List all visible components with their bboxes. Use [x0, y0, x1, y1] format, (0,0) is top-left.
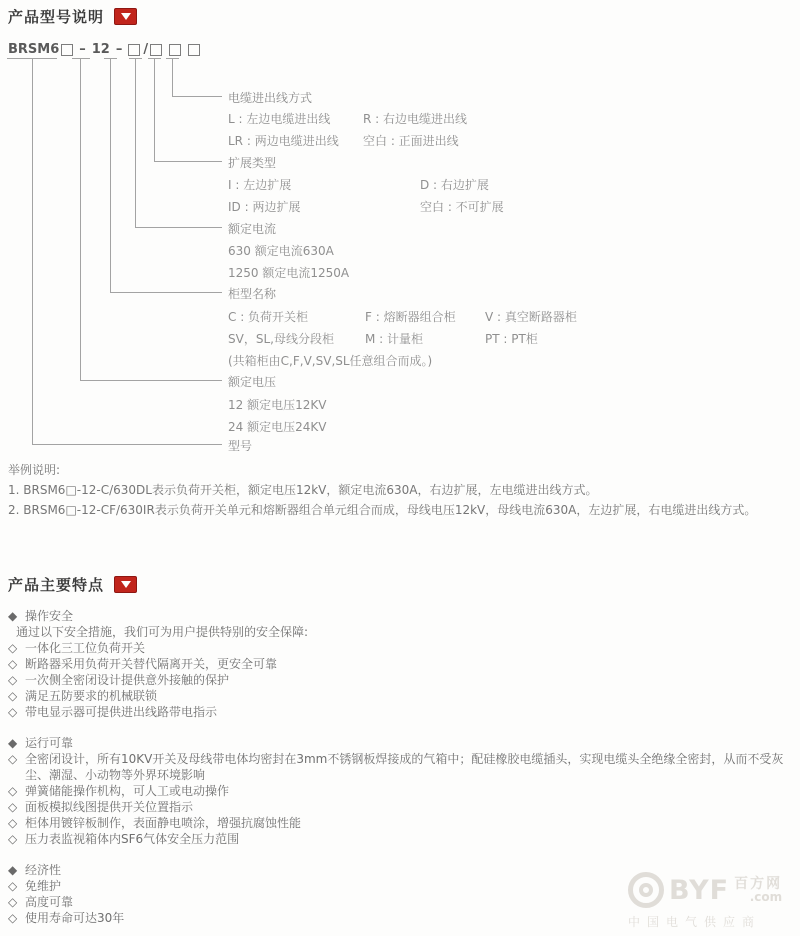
feature-item — [8, 751, 794, 783]
leader-vline-cable — [172, 58, 173, 96]
feature-group-intro: 通过以下安全措施，我们可为用户提供特别的安全保障: — [16, 625, 309, 639]
diagram-cell: (共箱柜由C,F,V,SV,SL任意组合而成。) — [228, 354, 433, 368]
model-slot-4 — [169, 44, 181, 56]
diagram-row — [228, 242, 334, 259]
feature-group-title: 运行可靠 — [25, 736, 74, 750]
section-header-features — [8, 574, 137, 595]
diagram-cell: D : 右边扩展 — [420, 178, 489, 192]
diagram-cell: LR : 两边电缆进出线 — [228, 134, 339, 148]
diamond-outline-icon: ◇ — [8, 911, 18, 925]
diamond-outline-icon: ◇ — [8, 657, 18, 671]
model-prefix: BRSM6 — [8, 42, 60, 57]
watermark — [628, 872, 782, 930]
byf-logo-icon — [628, 872, 664, 908]
diagram-cell: 空白 : 正面进出线 — [363, 134, 459, 148]
diagram-cell: 空白 : 不可扩展 — [420, 200, 504, 214]
feature-group-title-line — [8, 608, 794, 624]
diagram-label-model: 型号 — [228, 439, 253, 453]
feature-item — [8, 656, 794, 672]
feature-item-text: 压力表监视箱体内SF6气体安全压力范围 — [25, 832, 240, 846]
model-code — [8, 42, 200, 57]
feature-item-text: 面板模拟线图提供开关位置指示 — [25, 800, 194, 814]
section-title-model: 产品型号说明 — [8, 8, 105, 26]
diagram-cell: F : 熔断器组合柜 — [365, 310, 456, 324]
diagram-cell: V : 真空断路器柜 — [485, 310, 577, 324]
feature-item — [8, 783, 794, 799]
leader-vline-expansion — [154, 58, 155, 161]
diagram-cell: SV，SL,母线分段柜 — [228, 332, 334, 346]
diagram-label-current: 额定电流 — [228, 222, 277, 236]
leader-hline-expansion — [154, 161, 222, 162]
red-triangle-badge-icon — [114, 8, 137, 25]
diamond-outline-icon: ◇ — [8, 705, 18, 719]
diagram-cell: 12 额定电压12KV — [228, 398, 327, 412]
diagram-cell: C : 负荷开关柜 — [228, 310, 309, 324]
feature-group-safety — [8, 608, 794, 720]
diagram-row — [228, 308, 577, 325]
feature-item — [8, 831, 794, 847]
diagram-row — [228, 330, 538, 347]
feature-item-text: 柜体用镀锌板制作，表面静电喷涂，增强抗腐蚀性能 — [25, 816, 302, 830]
byf-logo-inner-icon — [639, 883, 653, 897]
down-triangle-icon — [121, 13, 131, 20]
watermark-logo-row — [628, 872, 782, 908]
diagram-row — [228, 110, 467, 127]
examples-block — [8, 460, 790, 520]
feature-item-text: 全密闭设计，所有10KV开关及母线带电体均密封在3mm不锈钢板焊接成的气箱中；配硅橡胶电缆插头，实现电缆头全绝缘全密封，从而不受灰尘、潮湿、小动物等外界环境影响 — [25, 752, 784, 782]
feature-item-text: 一次侧全密闭设计提供意外接触的保护 — [25, 673, 230, 687]
diagram-cell: R : 右边电缆进出线 — [363, 112, 468, 126]
leader-hline-model — [32, 444, 222, 445]
feature-group-title: 经济性 — [25, 863, 62, 877]
model-voltage-code: 12 — [91, 42, 110, 57]
diagram-label-cabinet: 柜型名称 — [228, 287, 277, 301]
leader-vline-model — [32, 58, 33, 444]
model-slot-3 — [150, 44, 162, 56]
feature-item-text: 高度可靠 — [25, 895, 74, 909]
diamond-filled-icon: ◆ — [8, 609, 18, 623]
diagram-row — [228, 418, 326, 435]
diamond-outline-icon: ◇ — [8, 800, 18, 814]
diagram-row — [228, 264, 349, 281]
feature-item — [8, 688, 794, 704]
feature-item-text: 满足五防要求的机械联锁 — [25, 689, 158, 703]
feature-item-text: 使用寿命可达30年 — [25, 911, 125, 925]
feature-item-text: 免维护 — [25, 879, 62, 893]
diamond-outline-icon: ◇ — [8, 879, 18, 893]
watermark-logo-text: BYF — [669, 874, 730, 906]
diagram-row — [228, 176, 489, 193]
feature-group-title: 操作安全 — [25, 609, 74, 623]
feature-item-text: 断路器采用负荷开关替代隔离开关，更安全可靠 — [25, 657, 278, 671]
feature-group-title-line — [8, 735, 794, 751]
section-header-model — [8, 6, 137, 27]
feature-item-text: 一体化三工位负荷开关 — [25, 641, 146, 655]
diagram-row — [228, 396, 326, 413]
diamond-outline-icon: ◇ — [8, 752, 18, 766]
diagram-cell: 24 额定电压24KV — [228, 420, 327, 434]
feature-item-text: 带电显示器可提供进出线路带电指示 — [25, 705, 218, 719]
model-slot-1 — [61, 44, 73, 56]
diamond-filled-icon: ◆ — [8, 863, 18, 877]
diagram-cell: M : 计量柜 — [365, 332, 424, 346]
diagram-cell: ID : 两边扩展 — [228, 200, 301, 214]
leader-vline-voltage — [80, 58, 81, 380]
diagram-label-cable: 电缆进出线方式 — [228, 91, 313, 105]
diamond-outline-icon: ◇ — [8, 689, 18, 703]
diamond-filled-icon: ◆ — [8, 736, 18, 750]
diamond-outline-icon: ◇ — [8, 784, 18, 798]
diagram-label-expansion: 扩展类型 — [228, 156, 277, 170]
feature-item — [8, 704, 794, 720]
diagram-row — [228, 352, 432, 369]
diamond-outline-icon: ◇ — [8, 832, 18, 846]
diamond-outline-icon: ◇ — [8, 816, 18, 830]
watermark-cn-name: 百方网 — [734, 876, 783, 892]
diamond-outline-icon: ◇ — [8, 673, 18, 687]
model-slot-2 — [128, 44, 140, 56]
diagram-cell: 630 额定电流630A — [228, 244, 334, 258]
watermark-tagline: 中国电气供应商 — [628, 915, 762, 929]
diagram-cell: PT : PT柜 — [485, 332, 538, 346]
example-item-2: 2. BRSM6□-12-CF/630IR表示负荷开关单元和熔断器组合单元组合而成，母线电压12kV，母线电流630A，左边扩展，右电缆进出线方式。 — [8, 503, 757, 517]
diamond-outline-icon: ◇ — [8, 895, 18, 909]
section-title-features: 产品主要特点 — [8, 576, 105, 594]
down-triangle-icon — [121, 581, 131, 588]
diagram-label-voltage: 额定电压 — [228, 375, 277, 389]
red-triangle-badge-icon — [114, 576, 137, 593]
feature-item-text: 弹簧储能操作机构，可人工或电动操作 — [25, 784, 230, 798]
dash: – — [115, 42, 123, 57]
feature-item — [8, 799, 794, 815]
leader-tick-2 — [72, 58, 90, 59]
leader-hline-cabinet — [110, 292, 222, 293]
leader-hline-current — [135, 227, 222, 228]
model-slot-5 — [188, 44, 200, 56]
leader-vline-cabinet — [110, 58, 111, 292]
feature-item — [8, 672, 794, 688]
diagram-row — [228, 132, 459, 149]
example-item-1: 1. BRSM6□-12-C/630DL表示负荷开关柜，额定电压12kV，额定电流630A，右边扩展，左电缆进出线方式。 — [8, 483, 598, 497]
watermark-domain: .com — [749, 890, 783, 904]
diagram-cell: I : 左边扩展 — [228, 178, 292, 192]
diagram-cell: 1250 额定电流1250A — [228, 266, 350, 280]
leader-hline-voltage — [80, 380, 222, 381]
leader-hline-cable — [172, 96, 222, 97]
leader-vline-current — [135, 58, 136, 227]
examples-heading: 举例说明: — [8, 463, 61, 477]
diagram-row — [228, 198, 504, 215]
feature-item — [8, 815, 794, 831]
watermark-logo-side — [734, 877, 782, 903]
dash: – — [79, 42, 86, 57]
feature-item — [8, 640, 794, 656]
diagram-cell: L : 左边电缆进出线 — [228, 112, 331, 126]
slash: / — [143, 42, 149, 57]
diamond-outline-icon: ◇ — [8, 641, 18, 655]
feature-group-reliability — [8, 735, 794, 847]
